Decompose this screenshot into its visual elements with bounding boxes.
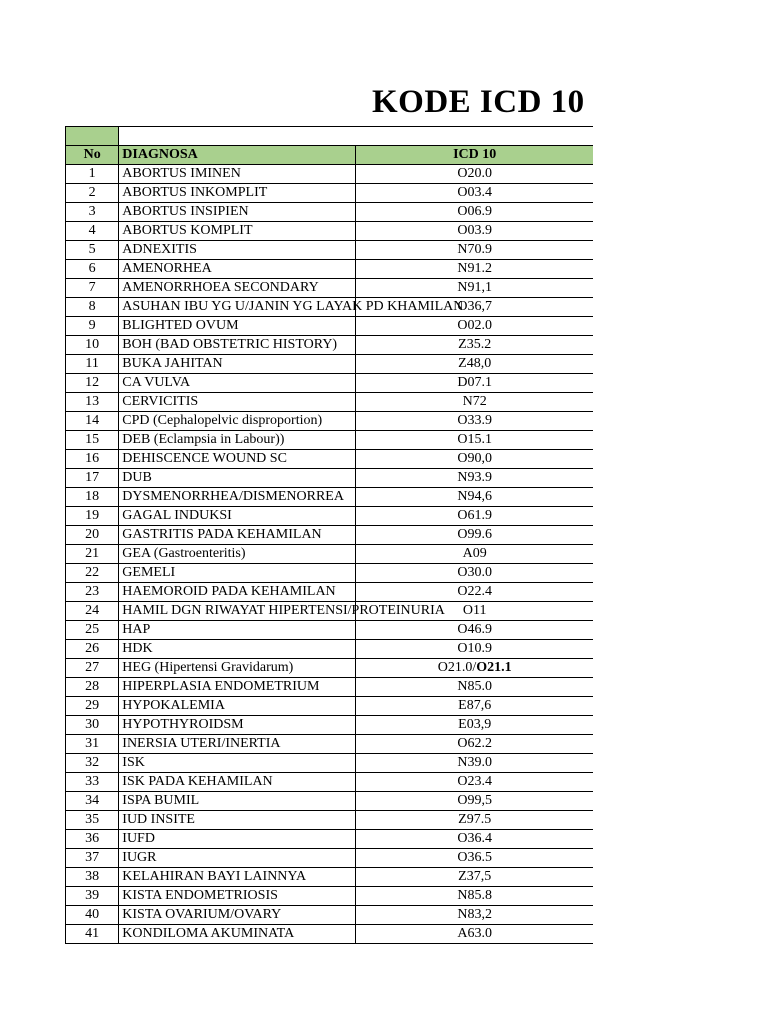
row-number: 18 bbox=[66, 488, 119, 507]
diagnosis-cell: ABORTUS IMINEN bbox=[119, 165, 356, 184]
row-number: 11 bbox=[66, 355, 119, 374]
diagnosis-cell: HDK bbox=[119, 640, 356, 659]
icd-code-cell: N85.0 bbox=[356, 678, 593, 697]
icd-code-cell: N85.8 bbox=[356, 887, 593, 906]
header-diagnosa: DIAGNOSA bbox=[119, 146, 356, 165]
table-row[interactable] bbox=[66, 830, 594, 849]
diagnosis-cell: KISTA ENDOMETRIOSIS bbox=[119, 887, 356, 906]
row-number: 23 bbox=[66, 583, 119, 602]
row-number: 6 bbox=[66, 260, 119, 279]
diagnosis-cell: CPD (Cephalopelvic disproportion) bbox=[119, 412, 356, 431]
row-number: 13 bbox=[66, 393, 119, 412]
table-row[interactable] bbox=[66, 716, 594, 735]
header-icd: ICD 10 bbox=[356, 146, 593, 165]
diagnosis-cell: INERSIA UTERI/INERTIA bbox=[119, 735, 356, 754]
table-row[interactable] bbox=[66, 431, 594, 450]
icd-code-cell: O03.4 bbox=[356, 184, 593, 203]
diagnosis-cell: ISK PADA KEHAMILAN bbox=[119, 773, 356, 792]
icd-code-cell: O99,5 bbox=[356, 792, 593, 811]
table-row[interactable] bbox=[66, 621, 594, 640]
table-row[interactable] bbox=[66, 925, 594, 944]
table-row[interactable] bbox=[66, 773, 594, 792]
table-row[interactable] bbox=[66, 678, 594, 697]
row-number: 22 bbox=[66, 564, 119, 583]
row-number: 29 bbox=[66, 697, 119, 716]
diagnosis-cell: HEG (Hipertensi Gravidarum) bbox=[119, 659, 356, 678]
icd-code-cell: O02.0 bbox=[356, 317, 593, 336]
row-number: 12 bbox=[66, 374, 119, 393]
row-number: 5 bbox=[66, 241, 119, 260]
icd-code-cell: O30.0 bbox=[356, 564, 593, 583]
icd-code-cell: O06.9 bbox=[356, 203, 593, 222]
page-title: KODE ICD 10 bbox=[372, 84, 585, 120]
icd-code-cell: O36,7 bbox=[356, 298, 593, 317]
row-number: 9 bbox=[66, 317, 119, 336]
diagnosis-cell: KISTA OVARIUM/OVARY bbox=[119, 906, 356, 925]
table-row[interactable] bbox=[66, 906, 594, 925]
table-row[interactable] bbox=[66, 887, 594, 906]
icd-code-cell: O36.4 bbox=[356, 830, 593, 849]
row-number: 20 bbox=[66, 526, 119, 545]
icd-code-cell: O36.5 bbox=[356, 849, 593, 868]
icd-code-cell: O15.1 bbox=[356, 431, 593, 450]
icd-code-cell: O90,0 bbox=[356, 450, 593, 469]
table-row[interactable] bbox=[66, 583, 594, 602]
table-row[interactable] bbox=[66, 868, 594, 887]
table-row[interactable] bbox=[66, 222, 594, 241]
row-number: 25 bbox=[66, 621, 119, 640]
diagnosis-cell: HAEMOROID PADA KEHAMILAN bbox=[119, 583, 356, 602]
icd-code-cell bbox=[356, 659, 593, 678]
diagnosis-cell: KONDILOMA AKUMINATA bbox=[119, 925, 356, 944]
diagnosis-cell: GASTRITIS PADA KEHAMILAN bbox=[119, 526, 356, 545]
row-number: 28 bbox=[66, 678, 119, 697]
diagnosis-cell: BUKA JAHITAN bbox=[119, 355, 356, 374]
diagnosis-cell: GEMELI bbox=[119, 564, 356, 583]
icd-code-cell: E87,6 bbox=[356, 697, 593, 716]
icd-code-cell: O62.2 bbox=[356, 735, 593, 754]
icd-code-cell: Z37,5 bbox=[356, 868, 593, 887]
diagnosis-cell: DUB bbox=[119, 469, 356, 488]
table-row[interactable] bbox=[66, 659, 594, 678]
icd-code-cell: O22.4 bbox=[356, 583, 593, 602]
diagnosis-cell: GEA (Gastroenteritis) bbox=[119, 545, 356, 564]
row-number: 21 bbox=[66, 545, 119, 564]
row-number: 16 bbox=[66, 450, 119, 469]
icd-code-cell: O99.6 bbox=[356, 526, 593, 545]
icd-code-cell: N39.0 bbox=[356, 754, 593, 773]
row-number: 40 bbox=[66, 906, 119, 925]
spacer-cell-no bbox=[66, 127, 119, 146]
row-number: 27 bbox=[66, 659, 119, 678]
row-number: 4 bbox=[66, 222, 119, 241]
table-row[interactable] bbox=[66, 811, 594, 830]
diagnosis-cell: HIPERPLASIA ENDOMETRIUM bbox=[119, 678, 356, 697]
diagnosis-cell: KELAHIRAN BAYI LAINNYA bbox=[119, 868, 356, 887]
row-number: 19 bbox=[66, 507, 119, 526]
icd-code-cell: A63.0 bbox=[356, 925, 593, 944]
row-number: 37 bbox=[66, 849, 119, 868]
row-number: 41 bbox=[66, 925, 119, 944]
table-row[interactable] bbox=[66, 697, 594, 716]
table-row[interactable] bbox=[66, 602, 594, 621]
table-row[interactable] bbox=[66, 469, 594, 488]
spacer-row bbox=[66, 127, 594, 146]
header-row bbox=[66, 146, 594, 165]
table-row[interactable] bbox=[66, 374, 594, 393]
diagnosis-cell: HAP bbox=[119, 621, 356, 640]
icd-code-cell: N91.2 bbox=[356, 260, 593, 279]
diagnosis-cell: ABORTUS INKOMPLIT bbox=[119, 184, 356, 203]
diagnosis-cell: DEHISCENCE WOUND SC bbox=[119, 450, 356, 469]
table-row[interactable] bbox=[66, 450, 594, 469]
table-row[interactable] bbox=[66, 336, 594, 355]
diagnosis-cell: ASUHAN IBU YG U/JANIN YG LAYAK PD KHAMILAN bbox=[119, 298, 356, 317]
icd-code-cell: E03,9 bbox=[356, 716, 593, 735]
diagnosis-cell: ABORTUS INSIPIEN bbox=[119, 203, 356, 222]
row-number: 17 bbox=[66, 469, 119, 488]
row-number: 35 bbox=[66, 811, 119, 830]
diagnosis-cell: DEB (Eclampsia in Labour)) bbox=[119, 431, 356, 450]
table-row[interactable] bbox=[66, 165, 594, 184]
row-number: 15 bbox=[66, 431, 119, 450]
diagnosis-cell: IUGR bbox=[119, 849, 356, 868]
row-number: 34 bbox=[66, 792, 119, 811]
table-row[interactable] bbox=[66, 849, 594, 868]
diagnosis-cell: HYPOKALEMIA bbox=[119, 697, 356, 716]
row-number: 24 bbox=[66, 602, 119, 621]
row-number: 39 bbox=[66, 887, 119, 906]
table-row[interactable] bbox=[66, 203, 594, 222]
icd-code-cell: N93.9 bbox=[356, 469, 593, 488]
header-no: No bbox=[66, 146, 119, 165]
icd-code-cell: Z48,0 bbox=[356, 355, 593, 374]
diagnosis-cell: IUFD bbox=[119, 830, 356, 849]
table-row[interactable] bbox=[66, 317, 594, 336]
row-number: 8 bbox=[66, 298, 119, 317]
row-number: 14 bbox=[66, 412, 119, 431]
diagnosis-cell: GAGAL INDUKSI bbox=[119, 507, 356, 526]
table-row[interactable] bbox=[66, 355, 594, 374]
diagnosis-cell: AMENORHEA bbox=[119, 260, 356, 279]
icd-code-secondary: O21.1 bbox=[476, 660, 512, 675]
row-number: 3 bbox=[66, 203, 119, 222]
table-row[interactable] bbox=[66, 507, 594, 526]
spacer-cell-empty bbox=[119, 127, 593, 146]
icd-code-cell: D07.1 bbox=[356, 374, 593, 393]
diagnosis-cell: HYPOTHYROIDSM bbox=[119, 716, 356, 735]
icd-code-cell: O33.9 bbox=[356, 412, 593, 431]
icd-code-cell: O03.9 bbox=[356, 222, 593, 241]
diagnosis-cell: IUD INSITE bbox=[119, 811, 356, 830]
icd-code-cell: N94,6 bbox=[356, 488, 593, 507]
table-row[interactable] bbox=[66, 184, 594, 203]
icd-code-cell: Z35.2 bbox=[356, 336, 593, 355]
row-number: 32 bbox=[66, 754, 119, 773]
icd-code-cell: N70.9 bbox=[356, 241, 593, 260]
row-number: 26 bbox=[66, 640, 119, 659]
diagnosis-cell: DYSMENORRHEA/DISMENORREA bbox=[119, 488, 356, 507]
diagnosis-cell: ADNEXITIS bbox=[119, 241, 356, 260]
table-row[interactable] bbox=[66, 526, 594, 545]
diagnosis-cell: BOH (BAD OBSTETRIC HISTORY) bbox=[119, 336, 356, 355]
table-row[interactable] bbox=[66, 488, 594, 507]
diagnosis-cell: AMENORRHOEA SECONDARY bbox=[119, 279, 356, 298]
diagnosis-cell: CA VULVA bbox=[119, 374, 356, 393]
icd-code-cell: O10.9 bbox=[356, 640, 593, 659]
table-row[interactable] bbox=[66, 279, 594, 298]
row-number: 10 bbox=[66, 336, 119, 355]
table-row[interactable] bbox=[66, 545, 594, 564]
row-number: 30 bbox=[66, 716, 119, 735]
diagnosis-cell: CERVICITIS bbox=[119, 393, 356, 412]
icd-code-cell: N72 bbox=[356, 393, 593, 412]
table-row[interactable] bbox=[66, 412, 594, 431]
icd-code-cell: O20.0 bbox=[356, 165, 593, 184]
table-row[interactable] bbox=[66, 564, 594, 583]
row-number: 31 bbox=[66, 735, 119, 754]
diagnosis-cell: ISK bbox=[119, 754, 356, 773]
icd-code-cell: O46.9 bbox=[356, 621, 593, 640]
table-row[interactable] bbox=[66, 393, 594, 412]
diagnosis-cell: BLIGHTED OVUM bbox=[119, 317, 356, 336]
row-number: 33 bbox=[66, 773, 119, 792]
row-number: 2 bbox=[66, 184, 119, 203]
icd-code-cell: N91,1 bbox=[356, 279, 593, 298]
table-row[interactable] bbox=[66, 640, 594, 659]
row-number: 1 bbox=[66, 165, 119, 184]
icd-code-cell: O11 bbox=[356, 602, 593, 621]
icd-code-cell: Z97.5 bbox=[356, 811, 593, 830]
icd-code-cell: N83,2 bbox=[356, 906, 593, 925]
icd-code-primary: O21.0/ bbox=[437, 660, 477, 675]
icd-code-cell: A09 bbox=[356, 545, 593, 564]
table-row[interactable] bbox=[66, 241, 594, 260]
diagnosis-cell: HAMIL DGN RIWAYAT HIPERTENSI/PROTEINURIA bbox=[119, 602, 356, 621]
icd-code-cell: O61.9 bbox=[356, 507, 593, 526]
diagnosis-cell: ISPA BUMIL bbox=[119, 792, 356, 811]
icd-table bbox=[65, 126, 593, 944]
diagnosis-cell: ABORTUS KOMPLIT bbox=[119, 222, 356, 241]
row-number: 36 bbox=[66, 830, 119, 849]
table-row[interactable] bbox=[66, 298, 594, 317]
icd-code-cell: O23.4 bbox=[356, 773, 593, 792]
table-row[interactable] bbox=[66, 735, 594, 754]
row-number: 7 bbox=[66, 279, 119, 298]
row-number: 38 bbox=[66, 868, 119, 887]
table-row[interactable] bbox=[66, 754, 594, 773]
table-row[interactable] bbox=[66, 792, 594, 811]
table-row[interactable] bbox=[66, 260, 594, 279]
